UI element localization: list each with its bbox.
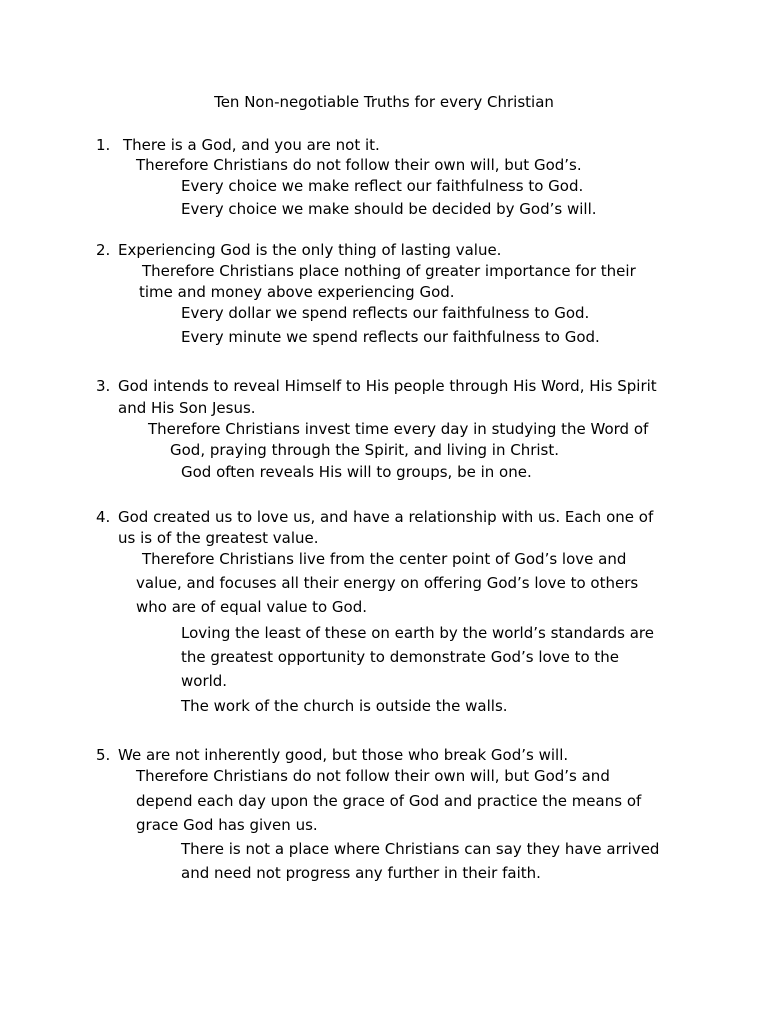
item-4-statement-line-1: God created us to love us, and have a relationship with us. Each one of [118,508,654,526]
item-3-example-1: God often reveals His will to groups, be in one. [181,463,532,481]
item-5-therefore-line-2: depend each day upon the grace of God and practice the means of [136,792,642,810]
item-3-statement-line-2: and His Son Jesus. [118,399,256,417]
item-3-therefore-line-1: Therefore Christians invest time every day in studying the Word of [148,420,649,438]
item-4-therefore-line-2: value, and focuses all their energy on offering God’s love to others [136,574,639,592]
item-2-example-2: Every minute we spend reflects our faithfulness to God. [181,328,600,346]
item-2-therefore-line-2: time and money above experiencing God. [139,283,455,301]
item-5-example-1-line-2: and need not progress any further in their faith. [181,864,541,882]
item-3-statement-line-1: God intends to reveal Himself to His people through His Word, His Spirit [118,377,657,395]
item-1-statement: There is a God, and you are not it. [123,136,380,154]
item-4-example-1-line-1: Loving the least of these on earth by the world’s standards are [181,624,654,642]
item-4-therefore-line-3: who are of equal value to God. [136,598,368,616]
item-1-therefore: Therefore Christians do not follow their own will, but God’s. [136,156,582,174]
item-4-statement-line-2: us is of the greatest value. [118,529,319,547]
item-4-example-2: The work of the church is outside the walls. [181,697,508,715]
item-3-therefore-line-2: God, praying through the Spirit, and living in Christ. [170,441,560,459]
item-5-example-1-line-1: There is not a place where Christians can say they have arrived [181,840,660,858]
item-4-example-1-line-2: the greatest opportunity to demonstrate God’s love to the [181,648,620,666]
item-5-therefore-line-3: grace God has given us. [136,816,318,834]
item-4-example-1-line-3: world. [181,672,228,690]
item-5-therefore-line-1: Therefore Christians do not follow their own will, but God’s and [136,767,610,785]
item-2-number: 2. [96,241,111,259]
item-2-example-1: Every dollar we spend reflects our faithfulness to God. [181,304,590,322]
item-1-example-1: Every choice we make reflect our faithfulness to God. [181,177,584,195]
item-4-therefore-line-1: Therefore Christians live from the center point of God’s love and [142,550,627,568]
item-3-number: 3. [96,377,111,395]
item-5-statement: We are not inherently good, but those who break God’s will. [118,746,569,764]
item-2-therefore-line-1: Therefore Christians place nothing of greater importance for their [142,262,636,280]
item-5-number: 5. [96,746,111,764]
item-4-number: 4. [96,508,111,526]
item-1-number: 1. [96,136,111,154]
item-1-example-2: Every choice we make should be decided by God’s will. [181,200,597,218]
document-title: Ten Non-negotiable Truths for every Christian [214,93,554,111]
item-2-statement: Experiencing God is the only thing of lasting value. [118,241,502,259]
